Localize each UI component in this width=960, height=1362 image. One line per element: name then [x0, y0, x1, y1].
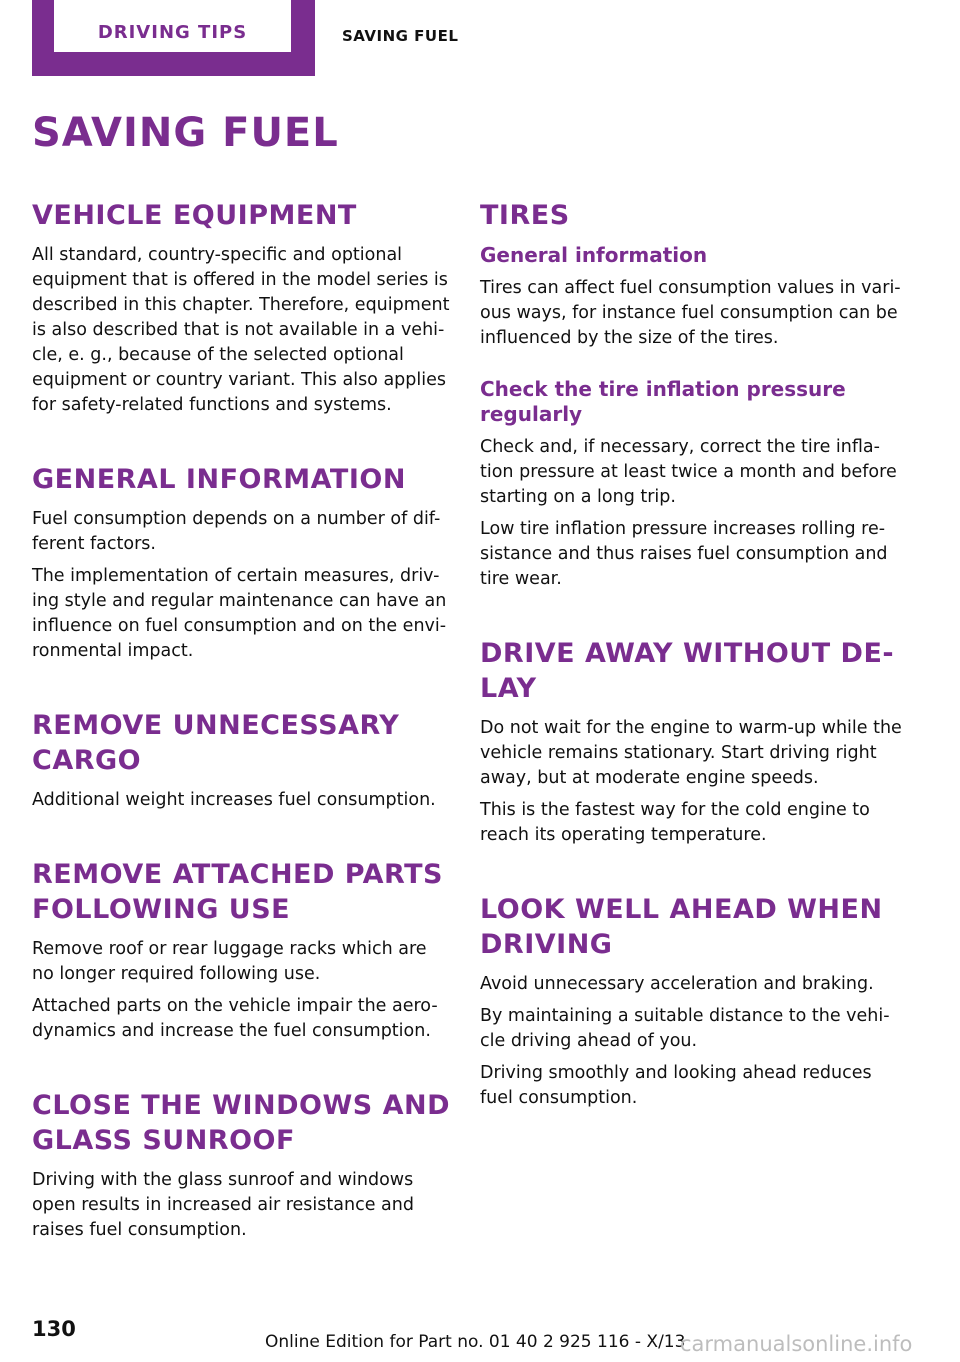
section-heading: CLOSE THE WINDOWS AND GLASS SUNROOF — [32, 1090, 450, 1156]
paragraph: By maintaining a suitable distance to the vehi-cle driving ahead of you. — [480, 1006, 890, 1051]
section-heading: REMOVE ATTACHED PARTS FOLLOWING USE — [32, 859, 443, 925]
section-close-windows — [32, 1088, 452, 1243]
paragraph: Avoid unnecessary acceleration and braking. — [480, 974, 874, 994]
section-heading: REMOVE UNNECESSARY CARGO — [32, 710, 400, 776]
section-look-ahead — [480, 892, 910, 1111]
right-column — [480, 198, 910, 1155]
section-heading: DRIVE AWAY WITHOUT DE-LAY — [480, 638, 895, 704]
paragraph: Check and, if necessary, correct the tire infla-tion pressure at least twice a month and before starting on a long trip. — [480, 437, 897, 507]
subsection-heading: Check the tire inflation pressure regularly — [480, 377, 846, 426]
paragraph: Tires can affect fuel consumption values in vari-ous ways, for instance fuel consumption can be influenced by the size of the tires. — [480, 278, 901, 348]
paragraph: All standard, country-specific and optional equipment that is offered in the model series is described in this chapter. Therefore, equipment is also described that is not available in a vehi-cle, e. g., because of the selected optional equipment or country variant. This also applies for safety-related functions and systems. — [32, 245, 450, 415]
paragraph: Fuel consumption depends on a number of dif-ferent factors. — [32, 509, 441, 554]
section-general-information — [32, 462, 452, 664]
paragraph: Low tire inflation pressure increases rolling re-sistance and thus raises fuel consumption and tire wear. — [480, 519, 888, 589]
section-breadcrumb: SAVING FUEL — [342, 27, 459, 45]
chapter-label: DRIVING TIPS — [97, 22, 248, 43]
edition-footer: Online Edition for Part no. 01 40 2 925 116 - X/13 — [265, 1332, 686, 1352]
header-chapter-tab — [32, 0, 315, 76]
page-title: SAVING FUEL — [32, 110, 339, 156]
subsection-general-information — [480, 243, 910, 351]
paragraph: Attached parts on the vehicle impair the aero-dynamics and increase the fuel consumption. — [32, 996, 438, 1041]
paragraph: Driving smoothly and looking ahead reduces fuel consumption. — [480, 1063, 872, 1108]
paragraph: Do not wait for the engine to warm-up while the vehicle remains stationary. Start driving right away, but at moderate engine speeds. — [480, 718, 902, 788]
section-vehicle-equipment — [32, 198, 452, 418]
section-heading: TIRES — [480, 200, 570, 231]
section-remove-attached-parts — [32, 857, 452, 1044]
paragraph: The implementation of certain measures, driv-ing style and regular maintenance can have an influence on fuel consumption and on the envi-ronmental impact. — [32, 566, 447, 661]
paragraph: Driving with the glass sunroof and windows open results in increased air resistance and raises fuel consumption. — [32, 1170, 414, 1240]
left-column — [32, 198, 452, 1287]
section-tires — [480, 198, 910, 592]
section-heading: VEHICLE EQUIPMENT — [32, 200, 357, 231]
section-drive-away — [480, 636, 910, 848]
paragraph: Remove roof or rear luggage racks which are no longer required following use. — [32, 939, 427, 984]
section-heading: GENERAL INFORMATION — [32, 464, 406, 495]
subsection-heading: General information — [480, 243, 708, 267]
page-number: 130 — [32, 1317, 76, 1341]
watermark-text: carmanualsonline.info — [680, 1332, 913, 1356]
section-heading: LOOK WELL AHEAD WHEN DRIVING — [480, 894, 883, 960]
section-remove-cargo — [32, 708, 452, 813]
paragraph: Additional weight increases fuel consumption. — [32, 790, 436, 810]
paragraph: This is the fastest way for the cold engine to reach its operating temperature. — [480, 800, 870, 845]
header-chapter-tab-inner — [54, 0, 291, 52]
subsection-tire-pressure — [480, 377, 910, 592]
